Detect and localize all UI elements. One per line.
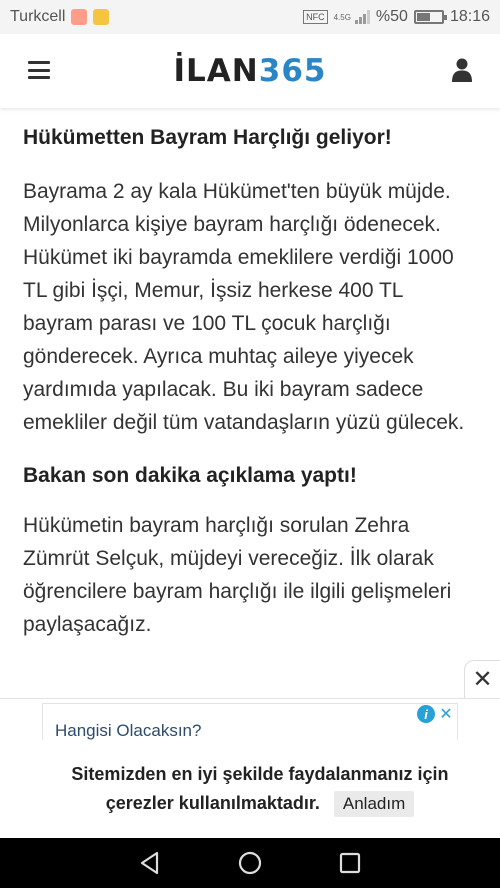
user-icon[interactable] (452, 58, 472, 82)
signal-strength-icon (355, 10, 370, 24)
logo-text: İLAN (173, 53, 259, 89)
home-circle-icon[interactable] (237, 850, 263, 876)
site-header (0, 34, 500, 108)
site-logo[interactable] (174, 53, 327, 89)
ad-content[interactable] (42, 703, 458, 741)
recents-square-icon[interactable] (337, 850, 363, 876)
article-paragraph: Bayrama 2 ay kala Hükümet'ten büyük müjde. Milyonlarca kişiye bayram harçlığı ödenecek. Hükümet iki bayramda emeklilere verdiği 1000 TL gibi İşçi, Memur, İşsiz herkese 400 TL bayram parası ve 100 TL çocuk harçlığı gönderecek. Ayrıca muhtaç aileye yiyecek yardımıda yapılacak. Bu iki bayram sadece emekliler değil tüm vatandaşların yüzü gülecek. (23, 180, 465, 434)
clock: 18:16 (449, 8, 490, 25)
back-triangle-icon[interactable] (137, 850, 163, 876)
battery-icon (414, 10, 444, 24)
ad-title: Hangisi Olacaksın? (55, 721, 202, 740)
cookie-accept-button[interactable]: Anladım (334, 791, 414, 817)
ad-banner[interactable] (0, 698, 500, 740)
ad-info-icon[interactable]: i (417, 705, 435, 723)
ad-close-button[interactable] (464, 660, 500, 698)
article-subheading: Bakan son dakika açıklama yaptı! (23, 464, 357, 487)
carrier-name: Turkcell (10, 8, 66, 25)
ad-dismiss-icon[interactable]: ✕ (439, 706, 453, 723)
mail-notification-icon (71, 9, 87, 25)
cookie-message (0, 760, 500, 818)
close-icon: ✕ (472, 666, 493, 693)
shopping-bag-notification-icon (93, 9, 109, 25)
hamburger-icon[interactable] (28, 61, 50, 79)
cookie-banner (0, 740, 500, 838)
adchoices[interactable] (417, 705, 455, 723)
cookie-message-line2: çerezler kullanılmaktadır. (105, 793, 320, 813)
battery-percent: %50 (375, 8, 408, 25)
article-heading: Hükümetten Bayram Harçlığı geliyor! (23, 126, 392, 149)
nfc-icon: NFC (303, 10, 328, 24)
logo-number: 365 (258, 53, 327, 89)
cookie-message-line1: Sitemizden en iyi şekilde faydalanmanız için (71, 764, 449, 784)
network-type: 4.5G (333, 12, 351, 22)
article-body (23, 108, 473, 641)
article-paragraph: Hükümetin bayram harçlığı sorulan Zehra Zümrüt Selçuk, müjdeyi vereceğiz. İlk olarak öğrencilere bayram harçlığı ile ilgili gelişmeleri paylaşacağız. (23, 514, 452, 636)
system-nav-bar (0, 838, 500, 888)
status-bar (0, 0, 500, 34)
